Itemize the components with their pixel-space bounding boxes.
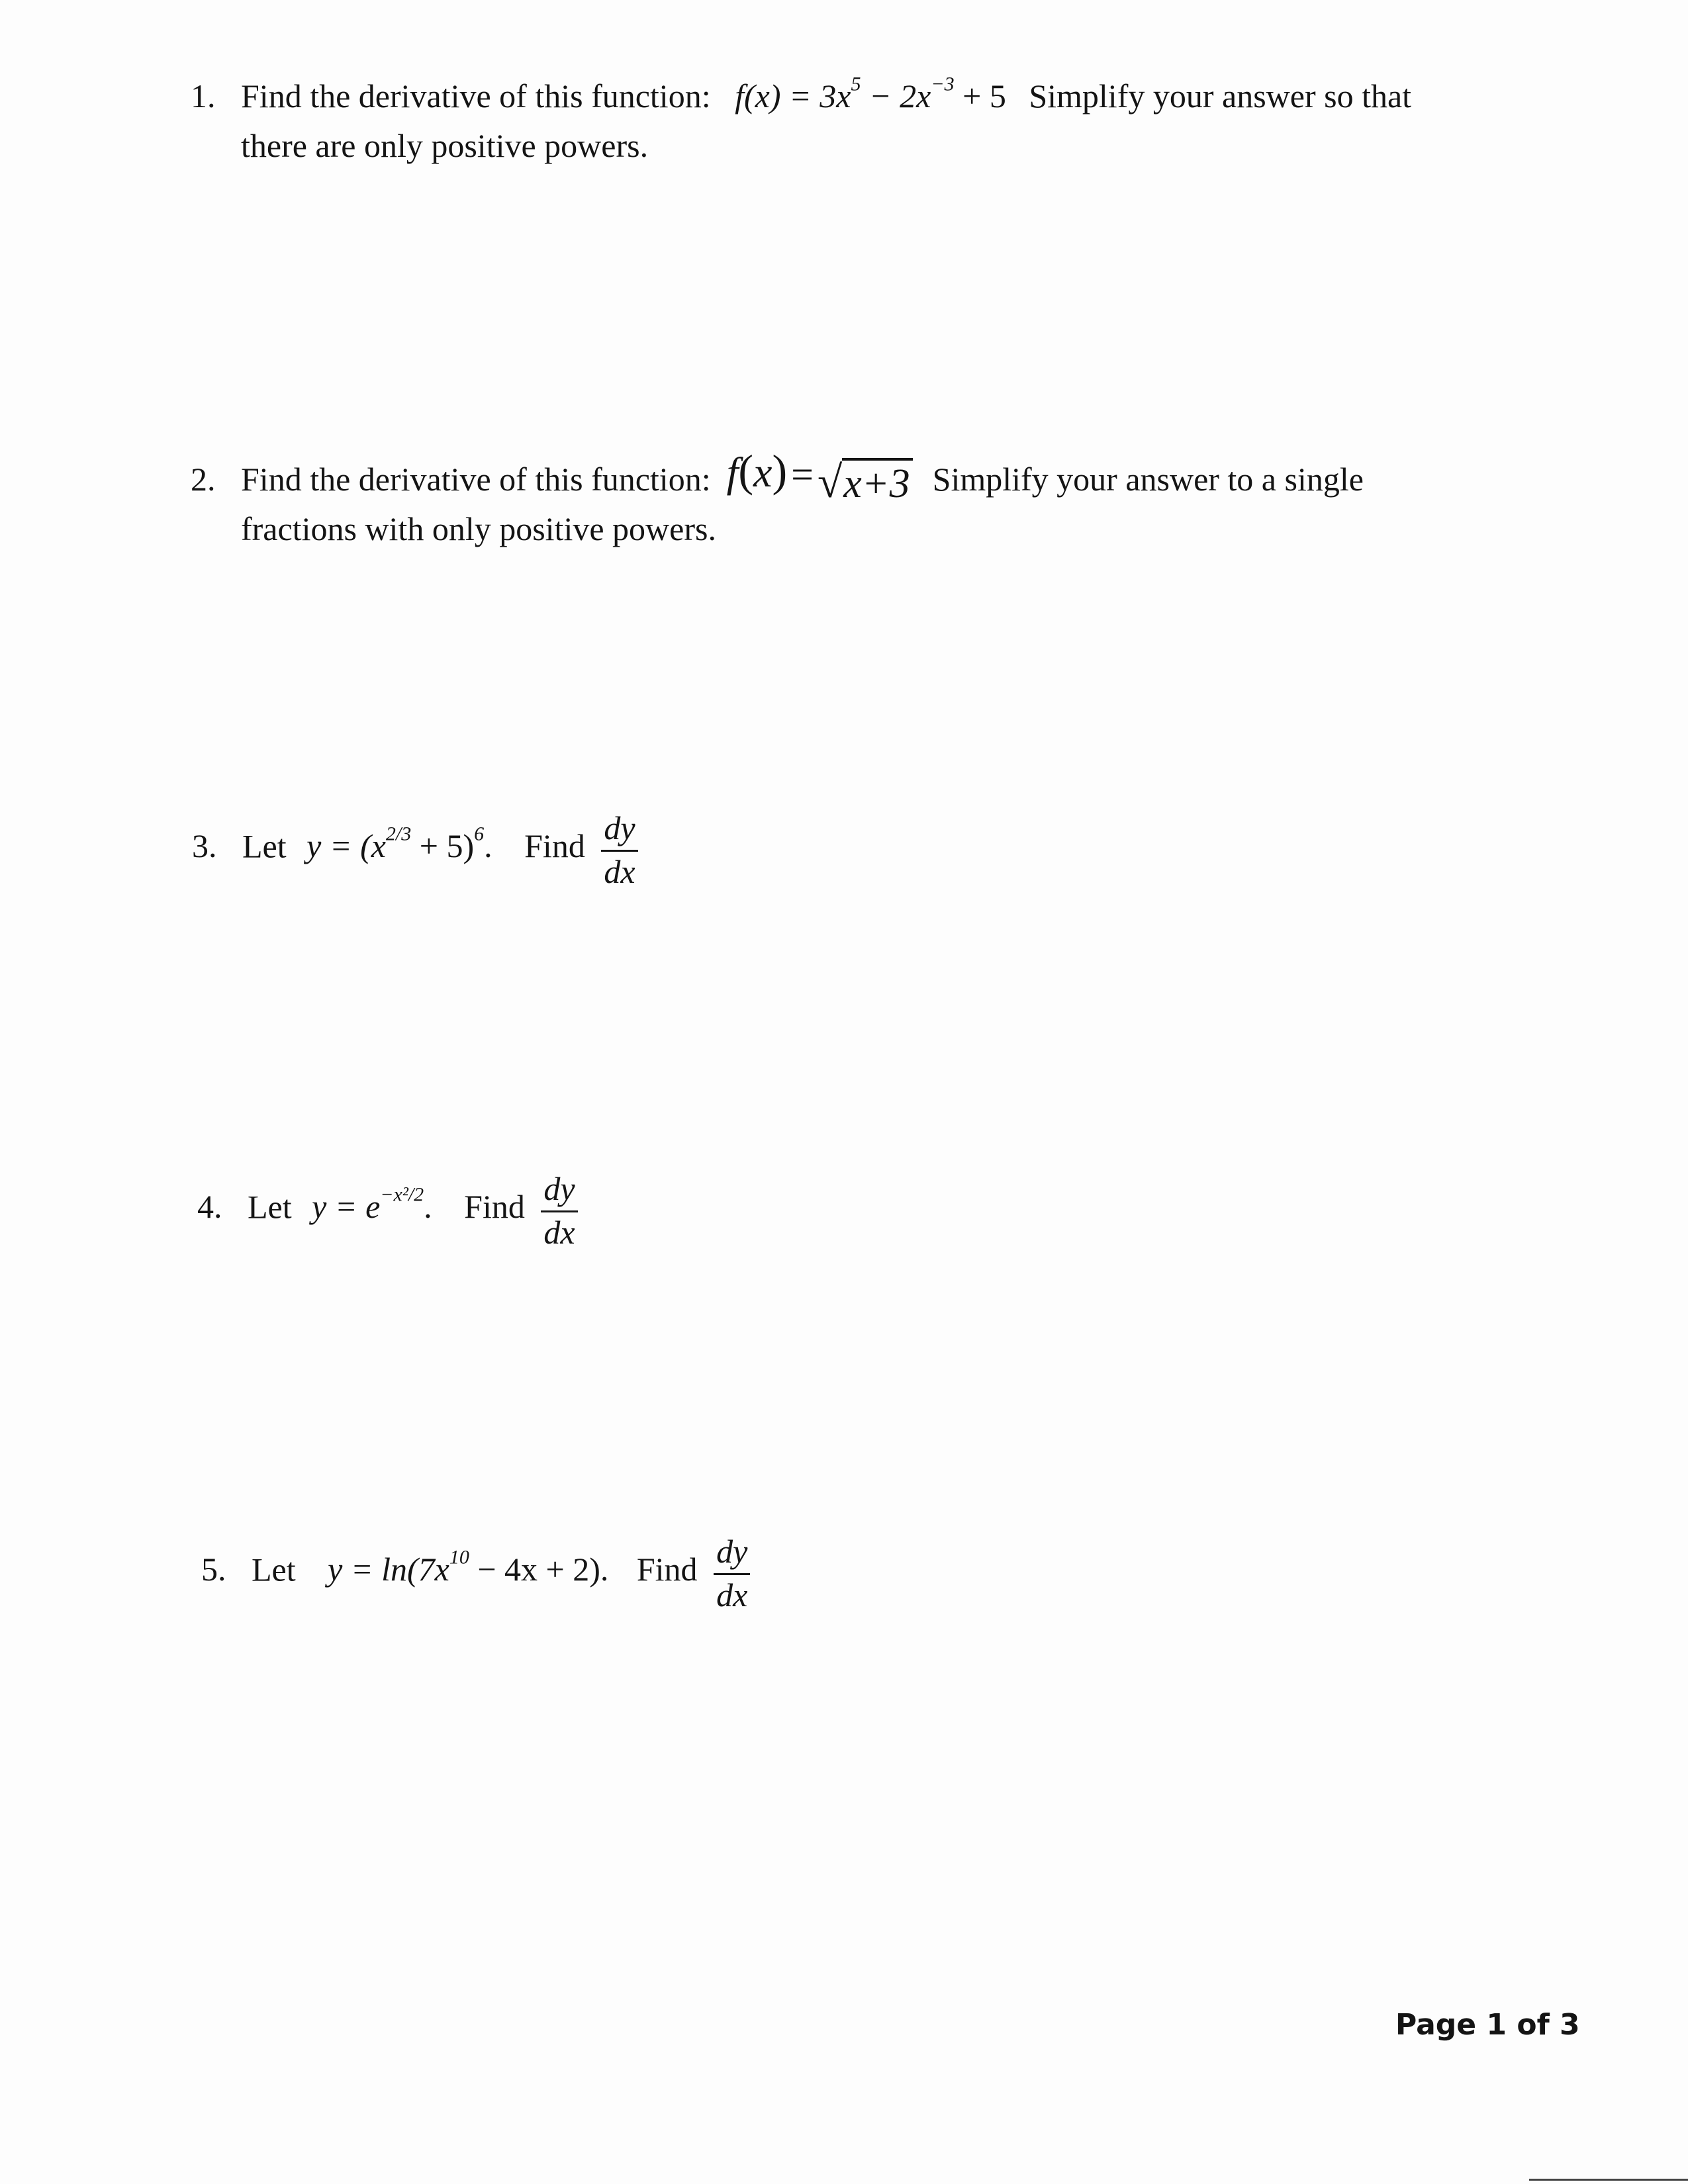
dy-dx-fraction: $\frac{dy}{dx}$ [714,1534,750,1612]
problem-1-line-1 [191,71,1411,121]
problem-2 [191,437,1364,554]
problem-let: Let [252,1551,296,1588]
problem-1-line-2: there are only positive powers. [241,127,649,164]
problem-1 [191,71,1411,171]
problem-2-line-1 [191,437,1364,507]
problem-2-line-2: fractions with only positive powers. [241,510,716,547]
problem-find: Find [524,827,585,865]
problem-instruction: Simplify your answer so that [1029,77,1412,114]
problem-prompt: Find the derivative of this function: [241,77,711,114]
square-root: √ x+3 [818,458,913,504]
dy-dx-fraction: $\frac{dy}{dx}$ [541,1171,577,1250]
problem-number: 2. [191,461,216,498]
problem-prompt: Find the derivative of this function: [241,461,711,498]
problem-find: Find [464,1188,525,1226]
function-expression: $y = \ln(7x^{10} - 4x + 2)$. [328,1546,609,1588]
problem-number: 1. [191,77,216,114]
function-expression: $y = (x^{2/3} + 5)^6$. [306,823,492,865]
problem-instruction: Simplify your answer to a single [932,461,1364,498]
page-number: Page 1 of 3 [1395,2008,1580,2042]
problem-number: 5. [201,1551,226,1588]
problem-4 [197,1171,578,1250]
scan-edge-line [1529,2179,1688,2181]
function-expression: $y = e^{-x^2/2}$. [312,1183,432,1226]
problem-number: 4. [197,1188,222,1226]
problem-5 [201,1534,750,1612]
problem-let: Let [242,827,287,865]
function-expression: f ( x ) = √ x+3 [727,437,913,504]
problem-find: Find [636,1551,698,1588]
function-expression: $f(x) = 3x^5 - 2x^{-3} + 5$ [735,73,1006,114]
problem-3 [192,811,638,889]
problem-let: Let [248,1188,292,1226]
dy-dx-fraction: $\frac{dy}{dx}$ [601,811,637,889]
problem-number: 3. [192,827,217,865]
